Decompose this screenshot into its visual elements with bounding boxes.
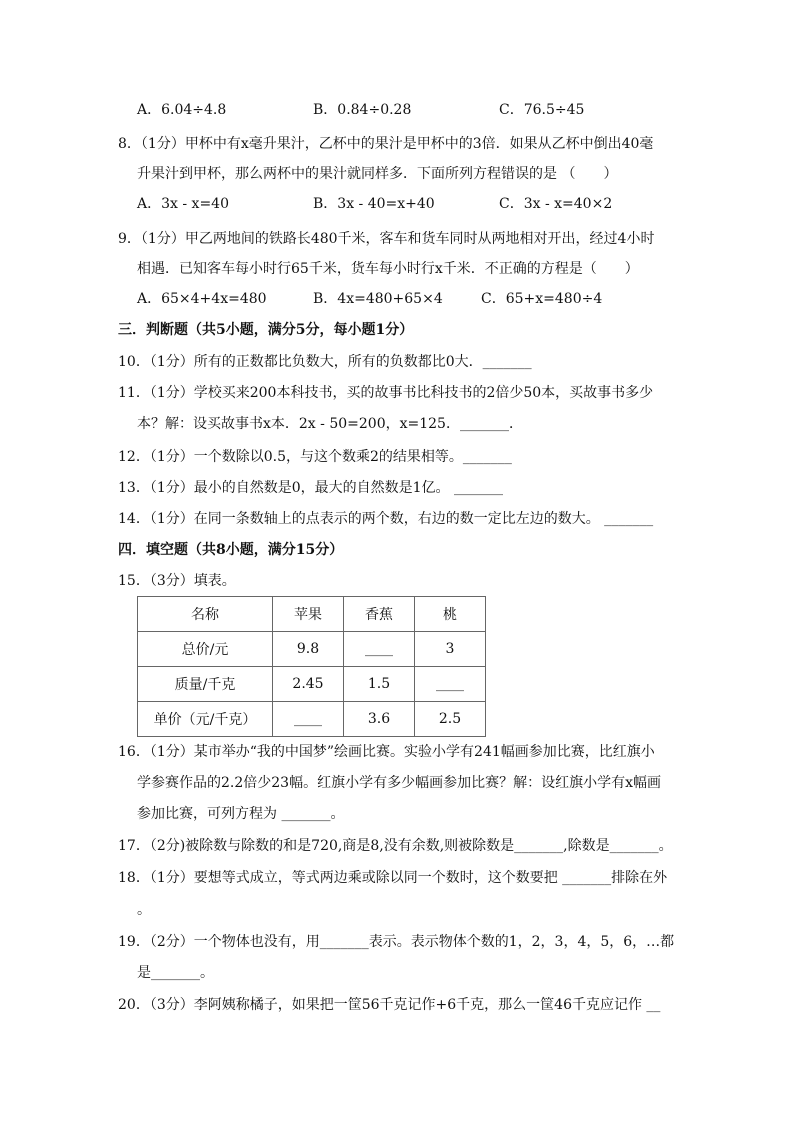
q8-line-2: 升果汁到甲杯，那么两杯中的果汁就同样多．下面所列方程错误的是 （ ） — [137, 166, 618, 182]
table-header-cell: 苹果 — [273, 597, 344, 632]
q9-line-2: 相遇．已知客车每小时行65千米，货车每小时行x千米．不正确的方程是（ ） — [137, 261, 639, 277]
question-10: 10．（1分）所有的正数都比负数大，所有的负数都比0大．_______ — [118, 354, 532, 370]
table-header-cell: 名称 — [138, 597, 273, 632]
q7-option-a: A．6.04÷4.8 — [137, 102, 227, 118]
q9-option-c: C．65+x=480÷4 — [481, 291, 603, 307]
section-3-title: 三．判断题（共5小题，满分5分，每小题1分） — [118, 322, 414, 338]
q9-line-1: 9．（1分）甲乙两地间的铁路长480千米，客车和货车同时从两地相对开出，经过4小时 — [118, 231, 655, 247]
question-14: 14．（1分）在同一条数轴上的点表示的两个数，右边的数一定比左边的数大。 _______ — [118, 511, 654, 527]
q11-line-2: 本？解：设买故事书x本．2x - 50=200，x=125．_______． — [137, 416, 523, 432]
q19-line-2: 是_______。 — [137, 965, 214, 981]
q18-line-1: 18．（1分）要想等式成立，等式两边乘或除以同一个数时，这个数要把 _______排除在外 — [118, 870, 668, 886]
table-cell-blank[interactable]: ____ — [344, 632, 415, 667]
question-17: 17．（2分)被除数与除数的和是720,商是8,没有余数,则被除数是_______,除数是_______。 — [118, 838, 673, 854]
table-row — [138, 632, 486, 667]
question-13: 13．（1分）最小的自然数是0，最大的自然数是1亿。 _______ — [118, 480, 503, 496]
table-cell: 1.5 — [344, 667, 415, 702]
table-row — [138, 667, 486, 702]
table-cell: 单价（元/千克） — [138, 702, 273, 737]
table-cell: 2.5 — [415, 702, 486, 737]
table-row — [138, 702, 486, 737]
q16-line-1: 16．（1分）某市举办“我的中国梦”绘画比赛。实验小学有241幅画参加比赛，比红旗小 — [118, 744, 655, 760]
q15-fill-table — [137, 596, 486, 737]
q19-line-1: 19．（2分）一个物体也没有，用_______表示。表示物体个数的1，2，3，4，5，6，…都 — [118, 934, 675, 950]
q8-line-1: 8．（1分）甲杯中有x毫升果汁，乙杯中的果汁是甲杯中的3倍．如果从乙杯中倒出40毫 — [118, 136, 654, 152]
question-20: 20．（3分）李阿姨称橘子，如果把一筐56千克记作+6千克，那么一筐46千克应记作 __ — [118, 997, 661, 1013]
table-cell-blank[interactable]: ____ — [415, 667, 486, 702]
q11-line-1: 11．（1分）学校买来200本科技书，买的故事书比科技书的2倍少50本，买故事书多少 — [118, 385, 654, 401]
q16-line-2: 学参赛作品的2.2倍少23幅。红旗小学有多少幅画参加比赛？解：设红旗小学有x幅画 — [137, 775, 661, 791]
table-cell-blank[interactable]: ____ — [273, 702, 344, 737]
table-cell: 总价/元 — [138, 632, 273, 667]
q8-option-a: A．3x - x=40 — [137, 196, 229, 212]
table-header-cell: 香蕉 — [344, 597, 415, 632]
table-cell: 3 — [415, 632, 486, 667]
table-cell: 3.6 — [344, 702, 415, 737]
q7-option-b: B．0.84÷0.28 — [313, 102, 412, 118]
q9-option-b: B．4x=480+65×4 — [313, 291, 443, 307]
q16-line-3: 参加比赛，可列方程为 _______。 — [137, 806, 345, 822]
q8-option-b: B．3x - 40=x+40 — [313, 196, 435, 212]
q7-option-c: C．76.5÷45 — [499, 102, 585, 118]
q8-option-c: C．3x - x=40×2 — [499, 196, 613, 212]
q18-line-2: 。 — [137, 902, 151, 918]
question-15: 15．（3分）填表。 — [118, 573, 236, 589]
section-4-title: 四．填空题（共8小题，满分15分） — [118, 542, 344, 558]
table-cell: 质量/千克 — [138, 667, 273, 702]
table-cell: 9.8 — [273, 632, 344, 667]
table-cell: 2.45 — [273, 667, 344, 702]
q9-option-a: A．65×4+4x=480 — [137, 291, 267, 307]
question-12: 12．（1分）一个数除以0.5，与这个数乘2的结果相等。_______ — [118, 449, 512, 465]
table-header-cell: 桃 — [415, 597, 486, 632]
table-header-row — [138, 597, 486, 632]
